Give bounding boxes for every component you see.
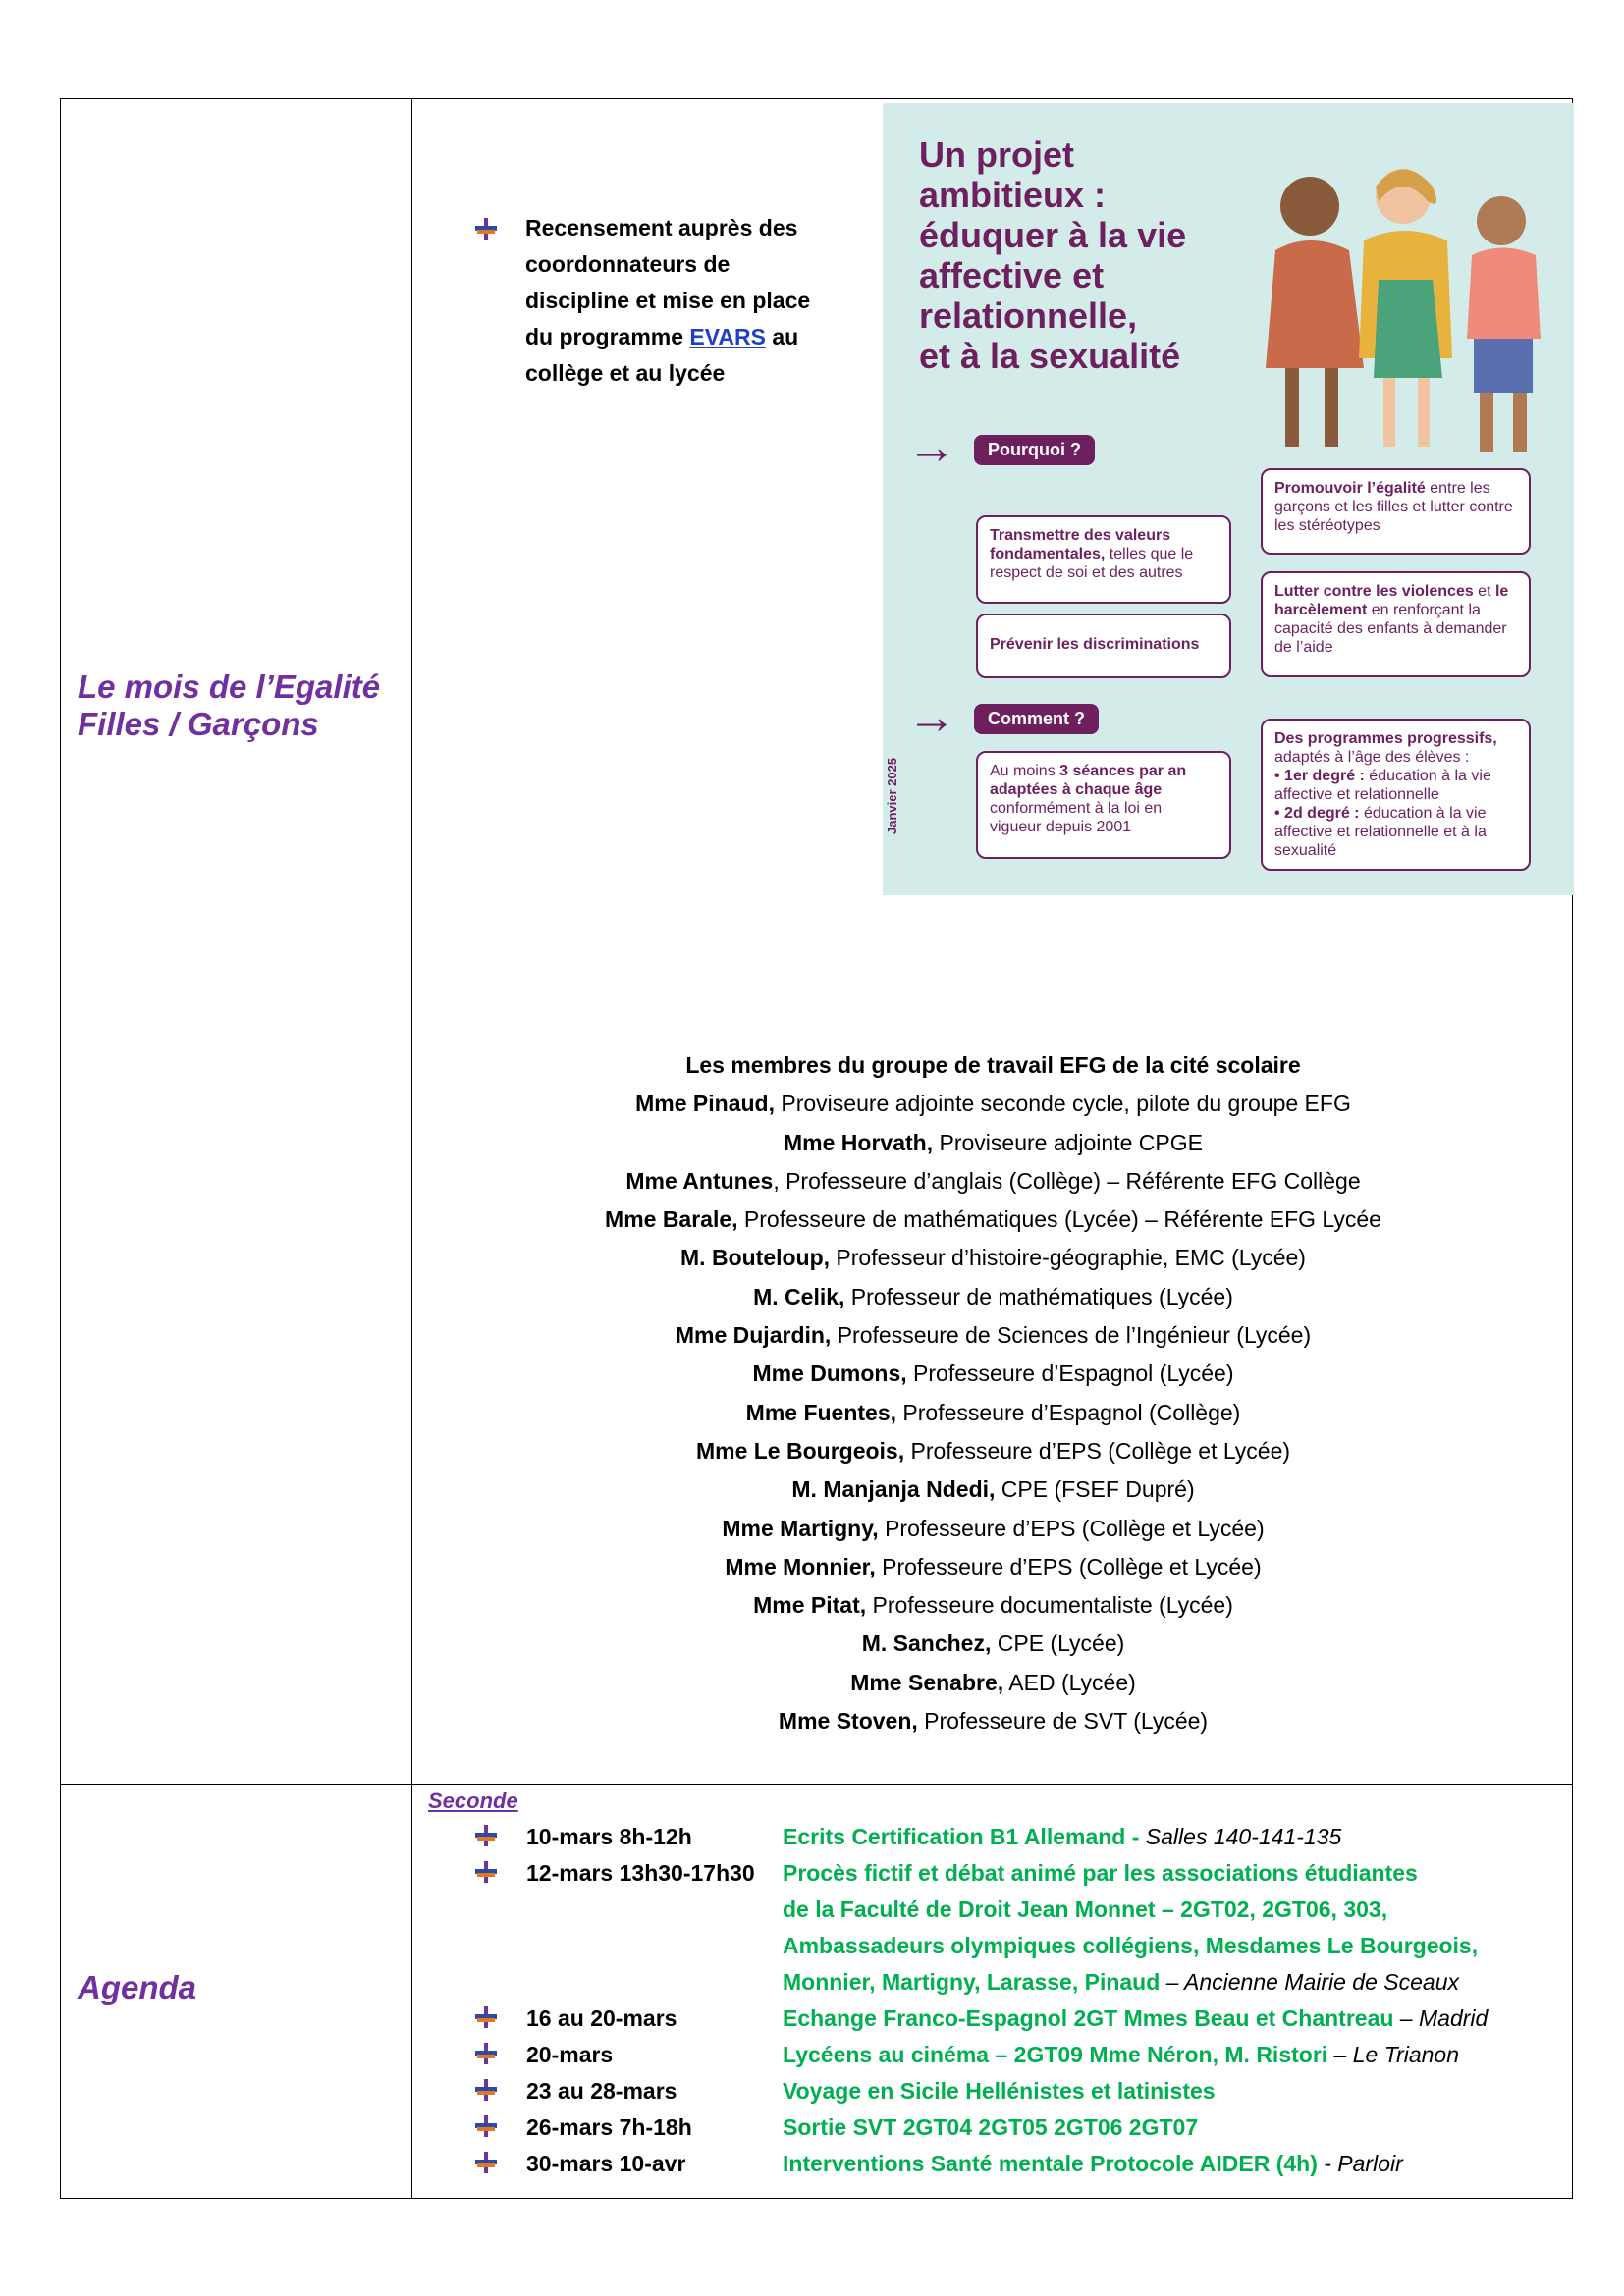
member-row: Mme Le Bourgeois, Professeure d’EPS (Collège et Lycée) xyxy=(695,1437,1291,1464)
evars-poster xyxy=(883,103,1574,895)
bullet-icon xyxy=(475,2079,497,2101)
member-row: Mme Stoven, Professeure de SVT (Lycée) xyxy=(778,1708,1209,1735)
member-row: Mme Barale, Professeure de mathématiques (Lycée) – Référente EFG Lycée xyxy=(605,1206,1381,1233)
member-row: M. Sanchez, CPE (Lycée) xyxy=(861,1630,1125,1657)
poster-date: Janvier 2025 xyxy=(885,757,899,834)
member-row: Mme Martigny, Professeure d’EPS (Collège et Lycée) xyxy=(722,1515,1265,1541)
members-title: Les membres du groupe de travail EFG de la cité scolaire xyxy=(685,1052,1301,1078)
egalite-row xyxy=(60,98,1573,1785)
bubble-programmes: Des programmes progressifs, adaptés à l’âge des élèves : • 1er degré : éducation à la vie affective et relationnelle • 2d degré : éducation à la vie affective et relationnelle et à la sexualité xyxy=(1261,719,1531,871)
bubble-egalite: Promouvoir l’égalité entre les garçons et les filles et lutter contre les stéréotypes xyxy=(1261,468,1531,555)
poster-title: Un projet ambitieux : éduquer à la vie affective et relationnelle, et à la sexualité xyxy=(919,134,1187,376)
member-row: Mme Pitat, Professeure documentaliste (Lycée) xyxy=(753,1592,1233,1619)
recensement-text: Recensement auprès des coordonnateurs de discipline et mise en place du programme EVARS au collège et au lycée xyxy=(525,215,811,386)
member-row: Mme Fuentes, Professeure d’Espagnol (Collège) xyxy=(745,1399,1241,1425)
member-row: M. Manjanja Ndedi, CPE (FSEF Dupré) xyxy=(791,1476,1195,1503)
agenda-title: Agenda xyxy=(78,1969,197,2005)
member-row: Mme Dujardin, Professeure de Sciences de l’Ingénieur (Lycée) xyxy=(675,1322,1312,1349)
agenda-row: Agenda Seconde 10-mars 8h-12h Ecrits Certification B1 Allemand - Salles 140-141-135 12-mars 13h30-17h30 Procès fictif et débat animé par les associations étudiantes de la Faculté de Droit Jean Monnet – 2GT02, 2GT06, 303, Ambassadeurs olympiques collégiens, Mesdames Le Bourgeois, Monnier, Martigny, Larasse, Pinaud – Ancienne Mairie de Sceaux 16 au 20-mars Echange Franco-Espagnol 2GT Mmes Beau et Chantreau – Madrid 20-mars Lycéens au cinéma – 2GT09 Mme Néron, M. Ristori – Le Trianon 23 au 28-mars Voyage en Sicile Hellénistes et latinistes 26-mars 7h-18h Sortie SVT 2GT04 2GT05 2GT06 2GT07 30-mars 10-avr Interventions Santé mentale Protocole AIDER (4h) - Parloir xyxy=(60,1784,1573,2199)
arrow-icon: → xyxy=(907,419,956,474)
bullet-icon xyxy=(475,1825,497,1846)
bubble-discriminations: Prévenir les discriminations xyxy=(976,614,1231,678)
members-list xyxy=(412,1046,1574,1740)
member-row: Mme Pinaud, Proviseure adjointe seconde cycle, pilote du groupe EFG xyxy=(635,1091,1351,1117)
bubble-seances: Au moins 3 séances par an adaptées à chaque âge conformément à la loi en vigueur depuis 2001 xyxy=(976,751,1231,859)
member-row: Mme Senabre, AED (Lycée) xyxy=(850,1669,1136,1695)
bullet-icon xyxy=(475,2115,497,2137)
member-row: M. Celik, Professeur de mathématiques (Lycée) xyxy=(753,1283,1233,1309)
pourquoi-label: Pourquoi ? xyxy=(974,435,1095,465)
member-row: Mme Monnier, Professeure d’EPS (Collège et Lycée) xyxy=(725,1553,1262,1579)
bullet-icon xyxy=(475,2152,497,2173)
bullet-icon xyxy=(475,2043,497,2064)
bullet-icon xyxy=(475,2006,497,2028)
bullet-icon xyxy=(475,218,497,240)
member-row: Mme Antunes, Professeure d’anglais (Collège) – Référente EFG Collège xyxy=(625,1167,1361,1194)
member-row: Mme Horvath, Proviseure adjointe CPGE xyxy=(784,1129,1203,1155)
bullet-icon xyxy=(475,1861,497,1883)
egalite-title: Le mois de l’Egalité Filles / Garçons xyxy=(78,668,381,742)
agenda-section-seconde: Seconde xyxy=(428,1789,518,1813)
column-divider xyxy=(411,1785,412,2198)
comment-label: Comment ? xyxy=(974,704,1099,734)
evars-link[interactable]: EVARS xyxy=(689,324,766,349)
member-row: M. Bouteloup, Professeur d’histoire-géographie, EMC (Lycée) xyxy=(680,1245,1306,1271)
bubble-valeurs: Transmettre des valeurs fondamentales, telles que le respect de soi et des autres xyxy=(976,515,1231,604)
bubble-violences: Lutter contre les violences et le harcèlement en renforçant la capacité des enfants à demander de l’aide xyxy=(1261,571,1531,677)
member-row: Mme Dumons, Professeure d’Espagnol (Lycée) xyxy=(752,1361,1234,1387)
arrow-icon: → xyxy=(907,689,956,744)
people-illustration-icon xyxy=(1256,142,1560,466)
